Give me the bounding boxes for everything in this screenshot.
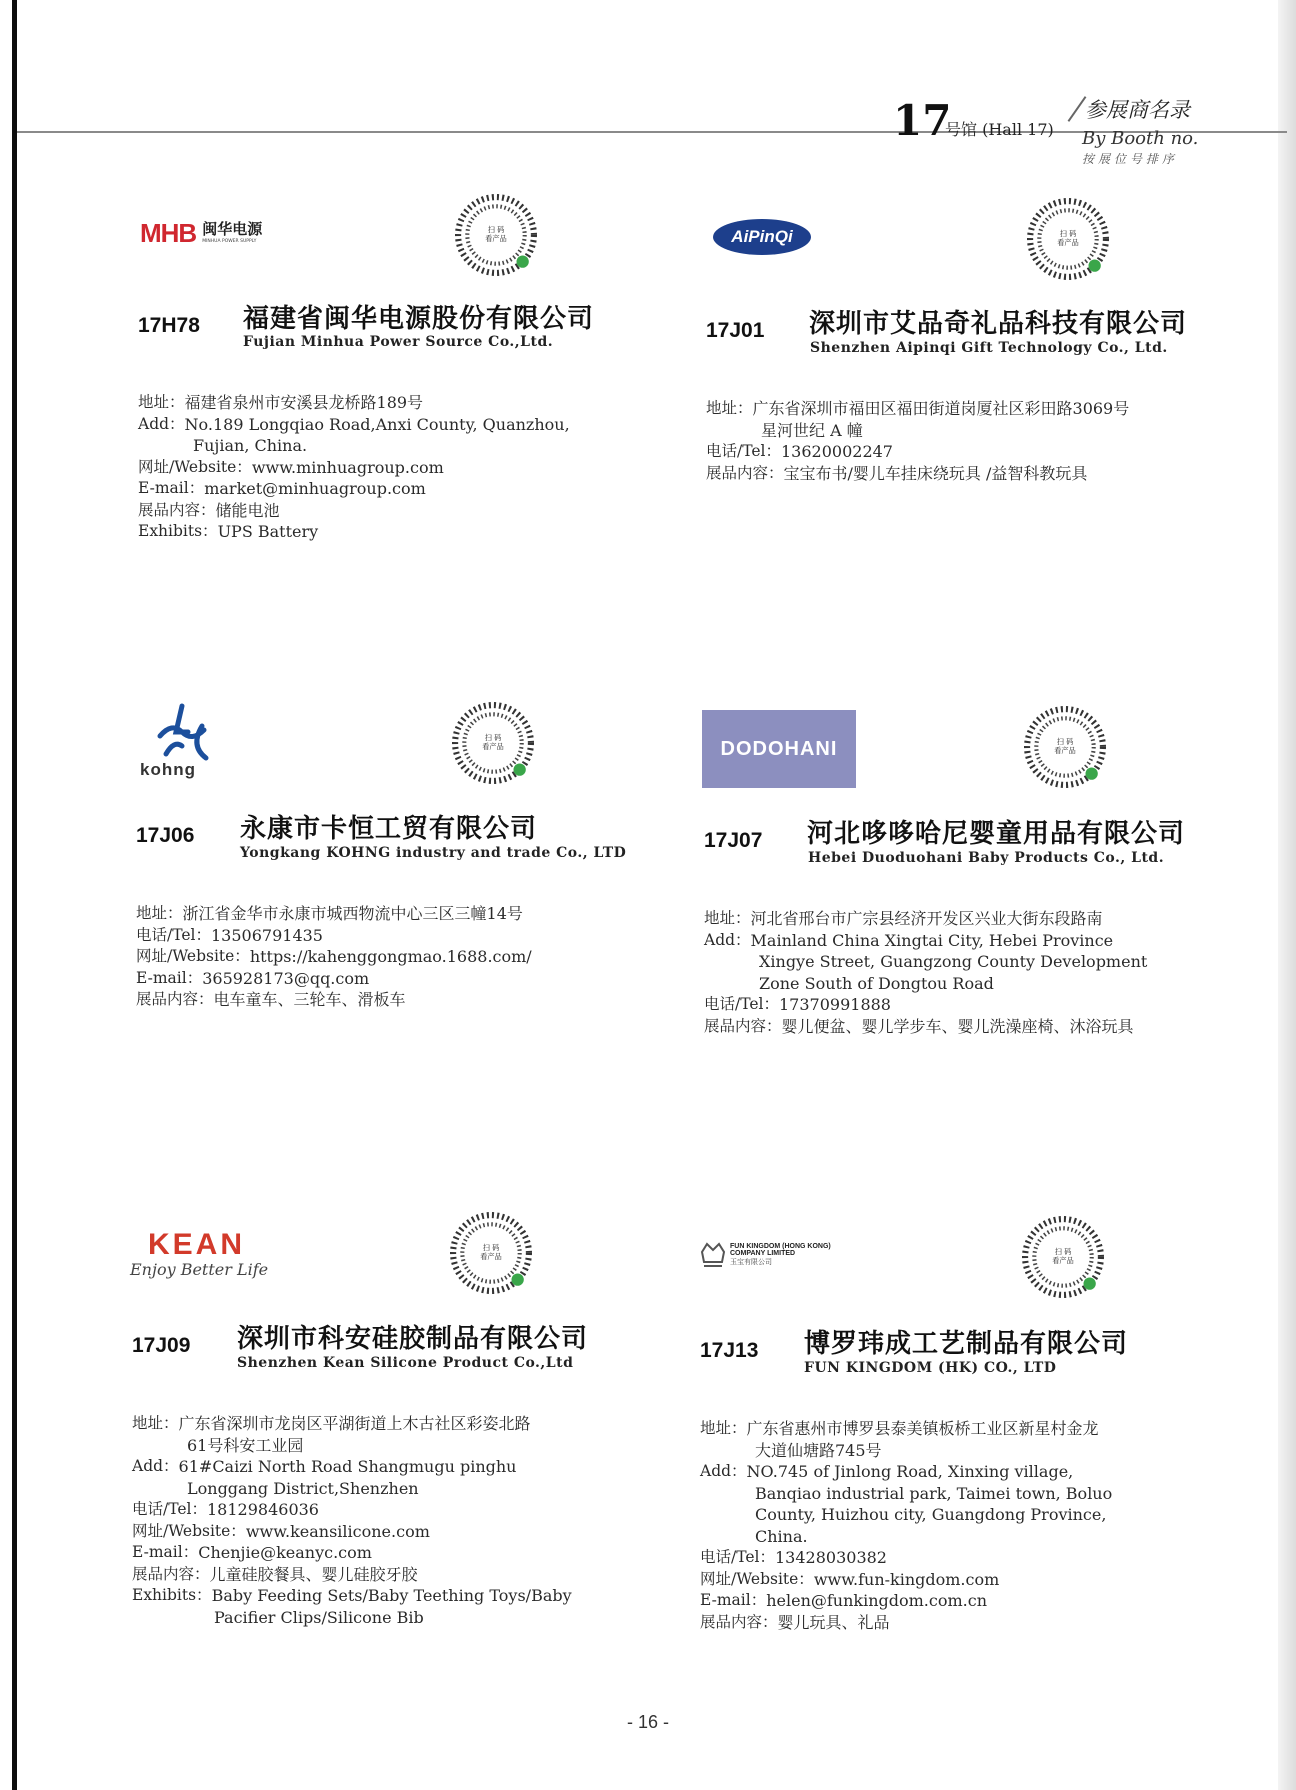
address-cn-cont: 大道仙塘路745号: [755, 1440, 882, 1460]
address-label: 地址：: [138, 393, 185, 411]
logo-subtitle: MINHUA POWER SUPPLY: [202, 239, 257, 244]
address-en-label: Add：: [138, 414, 185, 433]
address-cn: 河北省邢台市广宗县经济开发区兴业大街东段路南: [750, 909, 1103, 928]
address-en: 61#Caizi North Road Shangmugu pinghu: [178, 1457, 517, 1476]
binding-edge: [12, 0, 17, 1790]
email-link[interactable]: 365928173@qq.com: [202, 968, 370, 988]
exhibits-cn-label: 展品内容：: [138, 500, 216, 519]
qr-caption: 扫 码: [487, 224, 505, 234]
qr-caption: 看产品: [480, 1252, 502, 1262]
qr-caption: 扫 码: [1054, 1246, 1072, 1256]
minhua-logo: [140, 218, 262, 249]
company-name-cn: 博罗玮成工艺制品有限公司: [804, 1329, 1129, 1359]
kohng-logo: [140, 702, 222, 780]
address-cn-cont: 61号科安工业园: [187, 1435, 304, 1455]
exhibits-en: UPS Battery: [217, 522, 319, 541]
booth-number: 17J13: [700, 1339, 759, 1362]
logo-cn: 闽华电源: [202, 220, 263, 238]
exhibits-cn: 宝宝布书/婴儿车挂床绕玩具 /益智科教玩具: [783, 463, 1088, 483]
logo-wordmark: DODOHANI: [720, 737, 838, 760]
qr-caption: 扫 码: [484, 732, 502, 742]
qr-code-icon[interactable]: [1022, 1216, 1104, 1298]
address-label: 地址：: [132, 1414, 179, 1432]
address-cn: 浙江省金华市永康市城西物流中心三区三幢14号: [182, 904, 523, 923]
company-name-cn: 河北哆哆哈尼婴童用品有限公司: [807, 819, 1186, 849]
address-en-cont: China.: [755, 1526, 808, 1546]
exhibits-cn: 婴儿便盆、婴儿学步车、婴儿洗澡座椅、沐浴玩具: [781, 1016, 1134, 1036]
address-en: No.189 Longqiao Road,Anxi County, Quanzhou,: [184, 414, 570, 434]
website-label: 网址/Website：: [136, 947, 250, 965]
booth-number: 17H78: [138, 314, 200, 337]
mini-program-icon: [517, 256, 529, 268]
aipinqi-logo: [713, 219, 811, 255]
hall-label: 号馆 (Hall 17): [945, 120, 1054, 139]
address-en-cont: Banqiao industrial park, Taimei town, Boluo: [755, 1483, 1113, 1503]
logo-wordmark: kohng: [140, 760, 196, 779]
directory-sort-note: 按展位号排序: [1082, 152, 1179, 166]
logo-subtitle: COMPANY LIMITED: [730, 1250, 796, 1257]
kean-logo: [130, 1228, 268, 1279]
exhibits-cn-label: 展品内容：: [704, 1016, 782, 1035]
tel-label: 电话/Tel：: [704, 995, 779, 1013]
tel-label: 电话/Tel：: [706, 442, 781, 460]
crown-icon: [700, 1240, 726, 1270]
address-cn: 福建省泉州市安溪县龙桥路189号: [184, 393, 424, 412]
tel-number[interactable]: 13428030382: [775, 1548, 887, 1567]
logo-wordmark: MHB: [140, 218, 197, 248]
exhibits-cn-label: 展品内容：: [132, 1564, 210, 1583]
email-label: E-mail：: [132, 1543, 199, 1561]
exhibits-cn: 儿童硅胶餐具、婴儿硅胶牙胶: [209, 1564, 418, 1584]
company-name-en: Shenzhen Kean Silicone Product Co.,Ltd: [237, 1355, 574, 1371]
exhibits-cn-label: 展品内容：: [136, 990, 214, 1008]
mini-program-icon: [514, 764, 526, 776]
website-link[interactable]: https://kahenggongmao.1688.com/: [249, 947, 532, 966]
website-link[interactable]: www.minhuagroup.com: [251, 457, 444, 477]
booth-number: 17J01: [706, 319, 765, 342]
exhibits-en-cont: Pacifier Clips/Silicone Bib: [214, 1607, 424, 1627]
address-en-cont: Longgang District,Shenzhen: [187, 1478, 419, 1498]
logo-wordmark: AiPinQi: [731, 227, 793, 246]
tel-number[interactable]: 17370991888: [779, 995, 891, 1014]
email-label: E-mail：: [136, 968, 203, 987]
company-details: [138, 392, 570, 543]
tel-label: 电话/Tel：: [132, 1500, 207, 1518]
qr-code-icon[interactable]: [452, 702, 534, 784]
company-details: [132, 1413, 572, 1628]
company-details: [706, 398, 1129, 484]
address-en: NO.745 of Jinlong Road, Xinxing village,: [746, 1462, 1074, 1481]
company-name-cn: 福建省闽华电源股份有限公司: [243, 304, 595, 334]
address-cn: 广东省惠州市博罗县泰美镇板桥工业区新星村金龙: [746, 1419, 1099, 1438]
company-details: [136, 903, 532, 1011]
address-label: 地址：: [700, 1419, 747, 1437]
header-divider: [1068, 96, 1087, 122]
address-en-label: Add：: [132, 1457, 179, 1475]
address-cn: 广东省深圳市龙岗区平湖街道上木古社区彩姿北路: [178, 1414, 531, 1433]
address-label: 地址：: [704, 909, 751, 927]
email-link[interactable]: market@minhuagroup.com: [204, 479, 426, 498]
website-link[interactable]: www.keansilicone.com: [245, 1521, 430, 1541]
company-details: [700, 1418, 1112, 1633]
exhibits-en-label: Exhibits：: [132, 1586, 212, 1604]
email-label: E-mail：: [138, 479, 205, 497]
address-cn: 广东省深圳市福田区福田街道岗厦社区彩田路3069号: [752, 399, 1130, 418]
company-name-en: Fujian Minhua Power Source Co.,Ltd.: [243, 334, 554, 350]
address-en-cont: Xingye Street, Guangzong County Development: [759, 952, 1148, 971]
tel-label: 电话/Tel：: [700, 1548, 775, 1566]
company-name-en: FUN KINGDOM (HK) CO., LTD: [804, 1360, 1057, 1376]
company-name-en: Shenzhen Aipinqi Gift Technology Co., Ltd.: [810, 340, 1168, 356]
company-name-cn: 深圳市艾品奇礼品科技有限公司: [809, 309, 1188, 339]
qr-caption: 看产品: [485, 234, 507, 244]
address-en-cont: Zone South of Dongtou Road: [759, 973, 994, 993]
website-link[interactable]: www.fun-kingdom.com: [813, 1569, 1000, 1589]
booth-number: 17J09: [132, 1334, 191, 1357]
tel-number[interactable]: 18129846036: [207, 1500, 319, 1519]
exhibits-en-label: Exhibits：: [138, 522, 218, 540]
qr-caption: 扫 码: [1059, 228, 1077, 238]
qr-code-icon[interactable]: [450, 1212, 532, 1294]
dodohani-logo: [702, 710, 856, 788]
qr-caption: 看产品: [1054, 746, 1076, 756]
kohng-mark-icon: [152, 702, 212, 762]
email-link[interactable]: helen@funkingdom.com.cn: [766, 1591, 988, 1610]
address-label: 地址：: [136, 904, 183, 922]
logo-cn: 玉宝有限公司: [730, 1258, 772, 1266]
address-en-cont: Fujian, China.: [193, 436, 308, 455]
directory-title-en: By Booth no.: [1082, 128, 1199, 149]
qr-caption: 看产品: [482, 742, 504, 752]
mini-program-icon: [1089, 260, 1101, 272]
address-cn-cont: 星河世纪 A 幢: [761, 420, 863, 440]
website-label: 网址/Website：: [138, 457, 252, 476]
hall-number: 17: [893, 96, 952, 145]
exhibits-cn: 婴儿玩具、礼品: [777, 1612, 890, 1632]
exhibits-cn-label: 展品内容：: [706, 463, 784, 482]
qr-caption: 扫 码: [1056, 736, 1074, 746]
company-name-en: Hebei Duoduohani Baby Products Co., Ltd.: [808, 850, 1165, 866]
exhibits-cn: 储能电池: [215, 500, 280, 520]
qr-caption: 看产品: [1057, 238, 1079, 248]
fun-kingdom-logo: [700, 1240, 831, 1270]
booth-number: 17J06: [136, 824, 195, 847]
page-edge-shadow: [1278, 0, 1296, 1790]
qr-caption: 扫 码: [482, 1242, 500, 1252]
address-en: Mainland China Xingtai City, Hebei Province: [750, 930, 1114, 950]
address-en-label: Add：: [704, 930, 751, 949]
qr-code-icon[interactable]: [1027, 198, 1109, 280]
qr-code-icon[interactable]: [1024, 706, 1106, 788]
qr-caption: 看产品: [1052, 1256, 1074, 1266]
logo-wordmark: FUN KINGDOM (HONG KONG): [730, 1243, 831, 1250]
mini-program-icon: [1084, 1278, 1096, 1290]
company-details: [704, 908, 1147, 1037]
website-label: 网址/Website：: [132, 1521, 246, 1540]
tel-number[interactable]: 13506791435: [211, 925, 323, 945]
exhibits-cn: 电车童车、三轮车、滑板车: [213, 990, 406, 1009]
company-name-cn: 深圳市科安硅胶制品有限公司: [237, 1324, 589, 1354]
booth-number: 17J07: [704, 829, 763, 852]
tel-label: 电话/Tel：: [136, 925, 211, 944]
email-label: E-mail：: [700, 1591, 767, 1609]
address-label: 地址：: [706, 399, 753, 417]
company-name-cn: 永康市卡恒工贸有限公司: [240, 814, 538, 844]
address-en-label: Add：: [700, 1462, 747, 1480]
logo-wordmark: KEAN: [148, 1228, 246, 1261]
exhibits-en: Baby Feeding Sets/Baby Teething Toys/Baby: [211, 1586, 572, 1605]
directory-title-cn: 参展商名录: [1085, 98, 1190, 122]
page-number: - 16 -: [626, 1712, 669, 1732]
company-name-en: Yongkang KOHNG industry and trade Co., LTD: [240, 845, 627, 861]
mini-program-icon: [1086, 768, 1098, 780]
website-label: 网址/Website：: [700, 1569, 814, 1588]
address-en-cont: County, Huizhou city, Guangdong Province,: [755, 1505, 1107, 1524]
qr-code-icon[interactable]: [455, 194, 537, 276]
email-link[interactable]: Chenjie@keanyc.com: [198, 1543, 372, 1562]
logo-tagline: Enjoy Better Life: [130, 1260, 269, 1279]
tel-number[interactable]: 13620002247: [781, 442, 893, 461]
exhibits-cn-label: 展品内容：: [700, 1612, 778, 1631]
mini-program-icon: [512, 1274, 524, 1286]
